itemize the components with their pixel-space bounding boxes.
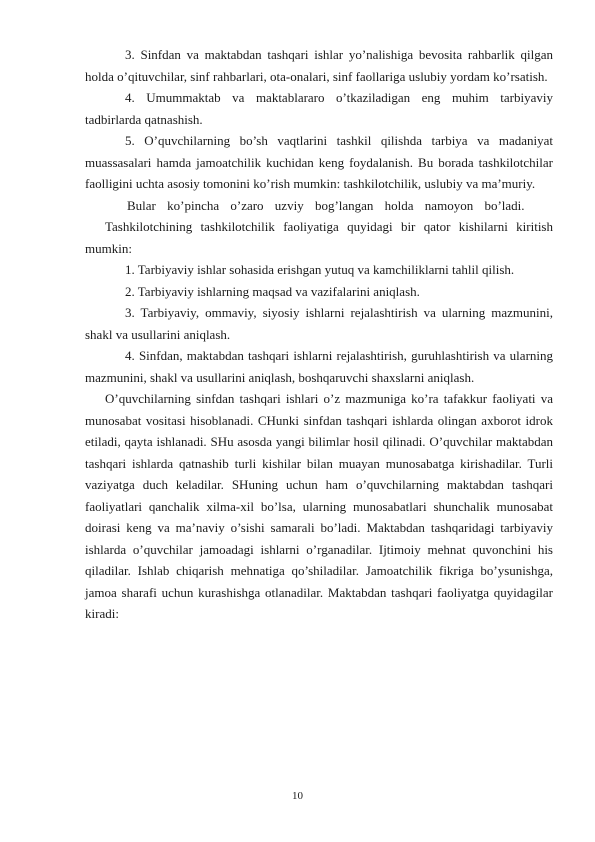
list-item-text: Umummaktab va maktablararo o’tkaziladigan eng muhim tarbiyaviy tadbirlarda qatnashish. xyxy=(85,90,553,127)
list-item-text: O’quvchilarning bo’sh vaqtlarini tashkil qilishda tarbiya va madaniyat muassasalari hamda jamoatchilik kuchidan keng foydalanish. Bu borada tashkilotchilar faolligini uchta asosiy tomonini ko’rish mumkin: tashkilotchilik, uslubiy va ma’muriy. xyxy=(85,133,553,191)
list-item-text: Tarbiyaviy, ommaviy, siyosiy ishlarni rejalashtirish va ularning mazmunini, shakl va usullarini aniqlash. xyxy=(85,305,553,342)
list-item xyxy=(85,87,553,130)
list-number: 1. xyxy=(125,262,135,277)
list-number: 2. xyxy=(125,283,135,299)
list-item xyxy=(85,130,553,195)
list-number: 4. xyxy=(125,348,135,363)
paragraph: Bular ko’pincha o’zaro uzviy bog’langan holda namoyon bo’ladi. xyxy=(127,197,525,213)
list-item xyxy=(85,44,553,87)
paragraph: O’quvchilarning sinfdan tashqari ishlari o’z mazmuniga ko’ra tafakkur faoliyati va munosabat vositasi hisoblanadi. CHunki sinfdan tashqari ishlarda olingan axborot idrok etiladi, qayta ishlanadi. SHu asosda yangi bilimlar hosil qilinadi. O’quvchilar maktabdan tashqari ishlarda qatnashib turli kishilar bilan muayan munosabatga kirishadilar. Turli vaziyatga duch keladilar. SHuning uchun ham o’quvchilarning maktabdan tashqari faoliyatlari qanchalik xilma-xil bo’lsa, ularning munosabatlari shunchalik munosabat doirasi keng va ma’naviy o’sishi samarali bo’ladi. Maktabdan tashqaridagi tarbiyaviy ishlarda o’quvchilar jamoadagi ishlarni o’rganadilar. Ijtimoiy mehnat quvonchini his qiladilar. Ishlab chiqarish mehnatiga qo’shiladilar. Jamoatchilik fikriga bo’ysunishga, jamoa sharafi uchun kurashishga otlanadilar. Maktabdan tashqari faoliyatga quyidagilar kiradi: xyxy=(85,391,553,621)
list-number: 3. xyxy=(125,47,135,62)
list-item-text: Sinfdan va maktabdan tashqari ishlar yo’nalishiga bevosita rahbarlik qilgan holda o’qituvchilar, sinf rahbarlari, ota-onalari, sinf faollariga uslubiy yordam ko’rsatish. xyxy=(85,47,553,84)
list-item xyxy=(85,259,553,281)
list-item-text: Tarbiyaviy ishlar sohasida erishgan yutuq va kamchiliklarni tahlil qilish. xyxy=(137,262,515,277)
list-item xyxy=(85,281,553,303)
list-number: 3. xyxy=(125,305,135,320)
page-number: 10 xyxy=(292,790,303,802)
list-item xyxy=(85,302,553,345)
list-item-text: Sinfdan, maktabdan tashqari ishlarni rejalashtirish, guruhlashtirish va ularning mazmunini, shakl va usullarini aniqlash, boshqaruvchi shaxslarni aniqlash. xyxy=(85,348,554,385)
list-number: 5. xyxy=(125,133,135,148)
list-number: 4. xyxy=(125,90,135,105)
list-item-text: Tarbiyaviy ishlarning maqsad va vazifalarini aniqlash. xyxy=(137,283,420,299)
body-text xyxy=(85,44,553,625)
paragraph: Tashkilotchining tashkilotchilik faoliyatiga quyidagi bir qator kishilarni kiritish mumkin: xyxy=(85,219,553,256)
list-item xyxy=(85,345,553,388)
